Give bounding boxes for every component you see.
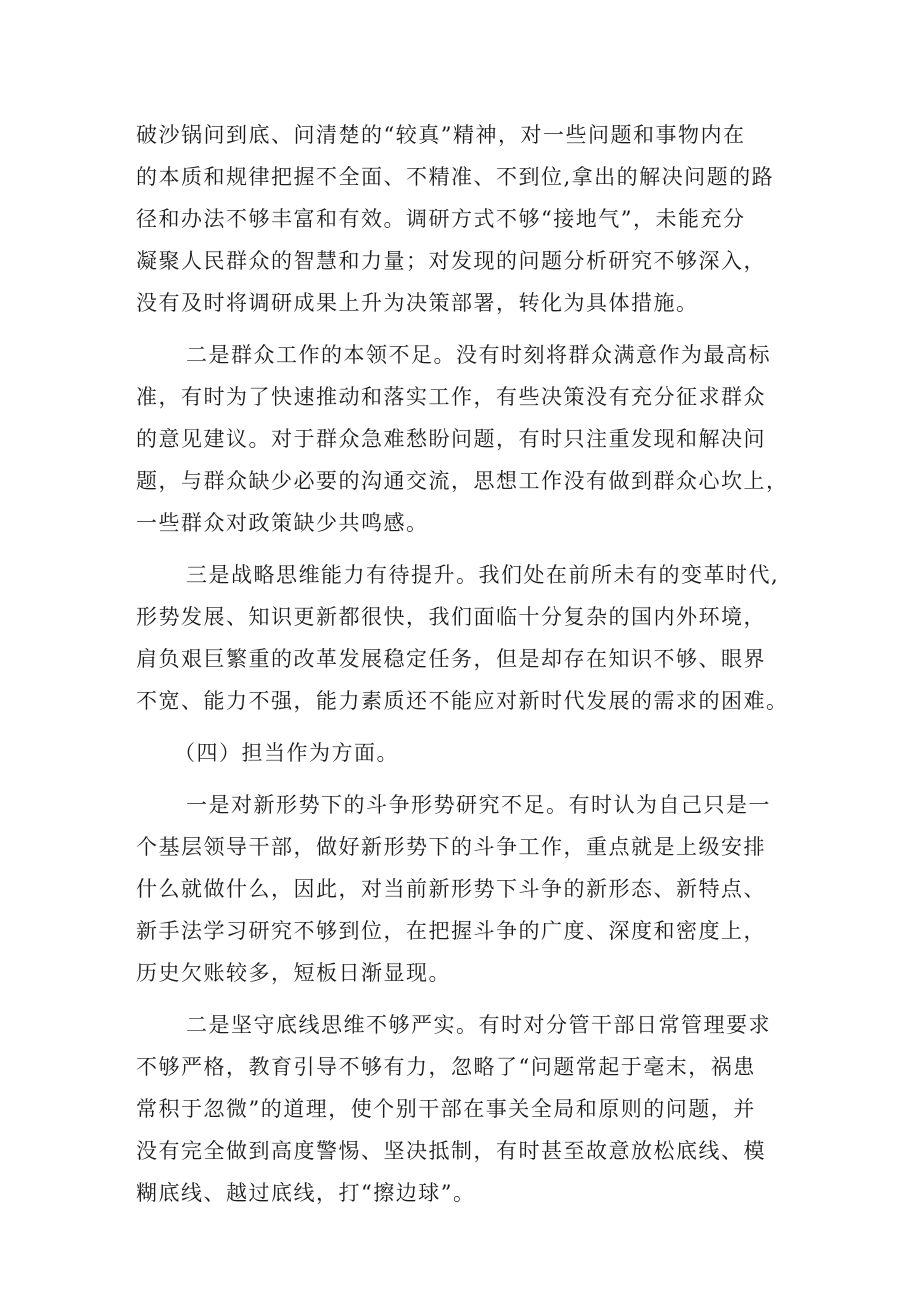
- text-line: 准，有时为了快速推动和落实工作，有些决策没有充分征求群众: [136, 385, 766, 409]
- text-line: 肩负艰巨繁重的改革发展稳定任务，但是却存在知识不够、眼界: [136, 647, 766, 671]
- text-line: 历史欠账较多，短板日渐显现。: [136, 961, 451, 985]
- paragraph-gap: [136, 544, 806, 554]
- paragraph-struggle-research: [136, 784, 806, 994]
- paragraph-gap: [136, 324, 806, 334]
- paragraph-bottom-line: [136, 1004, 806, 1214]
- text-line: 二是群众工作的本领不足。没有时刻将群众满意作为最高标: [186, 343, 771, 367]
- paragraph-gap: [136, 722, 806, 732]
- text-line: 一些群众对政策缺少共鸣感。: [136, 511, 429, 535]
- text-line: 一是对新形势下的斗争形势研究不足。有时认为自己只是一: [186, 793, 771, 817]
- text-line: 没有及时将调研成果上升为决策部署，转化为具体措施。: [136, 291, 699, 315]
- section-heading-text: （四）担当作为方面。: [174, 741, 399, 765]
- text-line: 不够严格，教育引导不够有力，忽略了“问题常起于毫末，祸患: [136, 1055, 756, 1079]
- text-line: 不宽、能力不强，能力素质还不能应对新时代发展的需求的困难。: [136, 689, 789, 713]
- paragraph-mass-work: [136, 334, 806, 544]
- text-line: 三是战略思维能力有待提升。我们处在前所未有的变革时代,: [186, 563, 780, 587]
- text-line: 什么就做什么，因此，对当前新形势下斗争的新形态、新特点、: [136, 877, 766, 901]
- text-line: 糊底线、越过底线，打“擦边球”。: [136, 1181, 476, 1205]
- paragraph-strategic-thinking: [136, 554, 806, 722]
- text-line: 的本质和规律把握不全面、不精准、不到位,拿出的解决问题的路: [136, 165, 775, 189]
- text-line: 形势发展、知识更新都很快，我们面临十分复杂的国内外环境，: [136, 605, 766, 629]
- text-line: 新手法学习研究不够到位，在把握斗争的广度、深度和密度上，: [136, 919, 766, 943]
- text-line: 的意见建议。对于群众急难愁盼问题，有时只注重发现和解决问: [136, 427, 766, 451]
- paragraph-research-depth: [136, 114, 806, 324]
- text-line: 径和办法不够丰富和有效。调研方式不够“接地气”，未能充分: [136, 207, 746, 231]
- text-line: 破沙锅问到底、问清楚的“较真”精神，对一些问题和事物内在: [136, 123, 746, 147]
- text-line: 常积于忽微”的道理，使个别干部在事关全局和原则的问题，并: [136, 1097, 756, 1121]
- document-body: [136, 114, 806, 1214]
- paragraph-gap: [136, 994, 806, 1004]
- text-line: 个基层领导干部，做好新形势下的斗争工作，重点就是上级安排: [136, 835, 766, 859]
- text-line: 题，与群众缺少必要的沟通交流，思想工作没有做到群众心坎上，: [136, 469, 789, 493]
- text-line: 二是坚守底线思维不够严实。有时对分管干部日常管理要求: [186, 1013, 771, 1037]
- paragraph-gap: [136, 774, 806, 784]
- section-heading: [136, 732, 806, 774]
- text-line: 没有完全做到高度警惕、坚决抵制，有时甚至故意放松底线、模: [136, 1139, 766, 1163]
- text-line: 凝聚人民群众的智慧和力量；对发现的问题分析研究不够深入，: [136, 249, 766, 273]
